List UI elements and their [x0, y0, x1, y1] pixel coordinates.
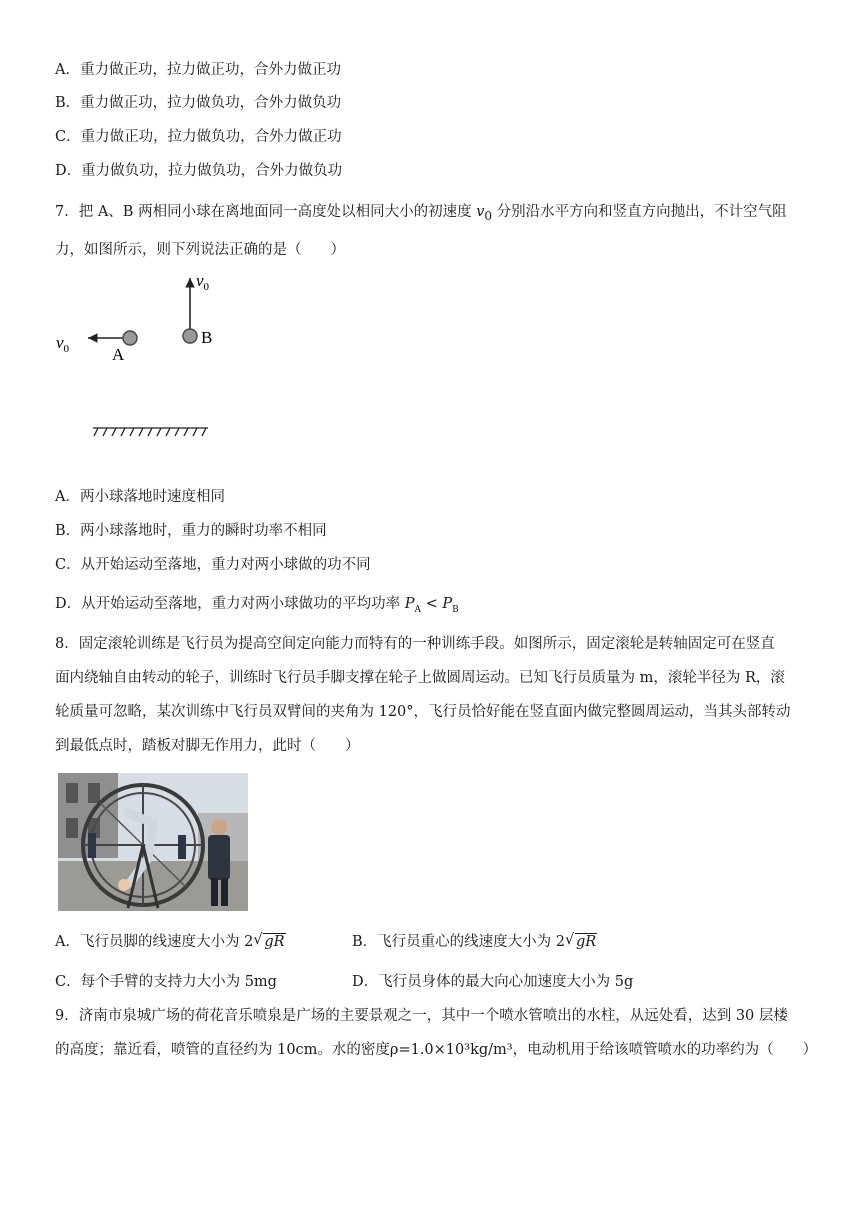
q9-stem-line1: 9．济南市泉城广场的荷花音乐喷泉是广场的主要景观之一，其中一个喷水管喷出的水柱，从远处看，达到 30 层楼 [55, 1008, 788, 1024]
label-a: A [112, 345, 125, 364]
q8-stem-line3: 轮质量可忽略，某次训练中飞行员双臂间的夹角为 120°，飞行员恰好能在竖直面内做完整圆周运动，当其头部转动 [55, 704, 791, 720]
q6-option-a: A．重力做正功，拉力做正功，合外力做正功 [55, 62, 341, 78]
q7-option-a: A．两小球落地时速度相同 [55, 489, 225, 505]
q8-training-wheel-photo [58, 773, 248, 911]
ball-b [183, 329, 197, 343]
q6-option-d: D．重力做负功，拉力做负功，合外力做负功 [55, 163, 343, 179]
q8-stem-line2: 面内绕轴自由转动的轮子，训练时飞行员手脚支撑在轮子上做圆周运动。已知飞行员质量为 m，滚轮半径为 R，滚 [55, 670, 785, 686]
q8-option-d: D．飞行员身体的最大向心加速度大小为 5g [352, 974, 634, 990]
ground-hatch [93, 428, 208, 436]
q8-option-c: C．每个手臂的支持力大小为 5mg [55, 974, 277, 990]
q9-stem-line2: 的高度；靠近看，喷管的直径约为 10cm。水的密度ρ=1.0×10³kg/m³，电动机用于给该喷管喷水的功率约为（ ） [55, 1042, 818, 1058]
q6-option-b: B．重力做正功，拉力做负功，合外力做负功 [55, 95, 342, 111]
q8-stem-line1: 8．固定滚轮训练是飞行员为提高空间定向能力而特有的一种训练手段。如图所示，固定滚轮是转轴固定可在竖直 [55, 636, 775, 652]
q7-option-b: B．两小球落地时，重力的瞬时功率不相同 [55, 523, 327, 539]
q8-option-a: A．飞行员脚的线速度大小为 2 √ gR [55, 932, 285, 950]
q7-stem-line2: 力，如图所示，则下列说法正确的是（ ） [55, 242, 345, 258]
q8-option-b: B．飞行员重心的线速度大小为 2 √ gR [352, 932, 597, 950]
q7-stem-line1: 7．把 A、B 两相同小球在离地面同一高度处以相同大小的初速度 $v_0$ 分别沿水平方向和竖直方向抛出，不计空气阻 [55, 204, 787, 223]
q7-figure [48, 268, 248, 443]
q6-option-c: C．重力做正功，拉力做负功，合外力做正功 [55, 129, 342, 145]
v0-label-b: $v_0$ [196, 271, 210, 293]
q8-stem-line4: 到最低点时，踏板对脚无作用力，此时（ ） [55, 738, 360, 754]
v0-label-a: $v_0$ [56, 333, 70, 355]
q7-option-d: D．从开始运动至落地，重力对两小球做功的平均功率 $P_A < P_B$ [55, 596, 459, 615]
label-b: B [201, 328, 213, 347]
q7-option-c: C．从开始运动至落地，重力对两小球做的功不同 [55, 557, 371, 573]
ball-a [123, 331, 137, 345]
